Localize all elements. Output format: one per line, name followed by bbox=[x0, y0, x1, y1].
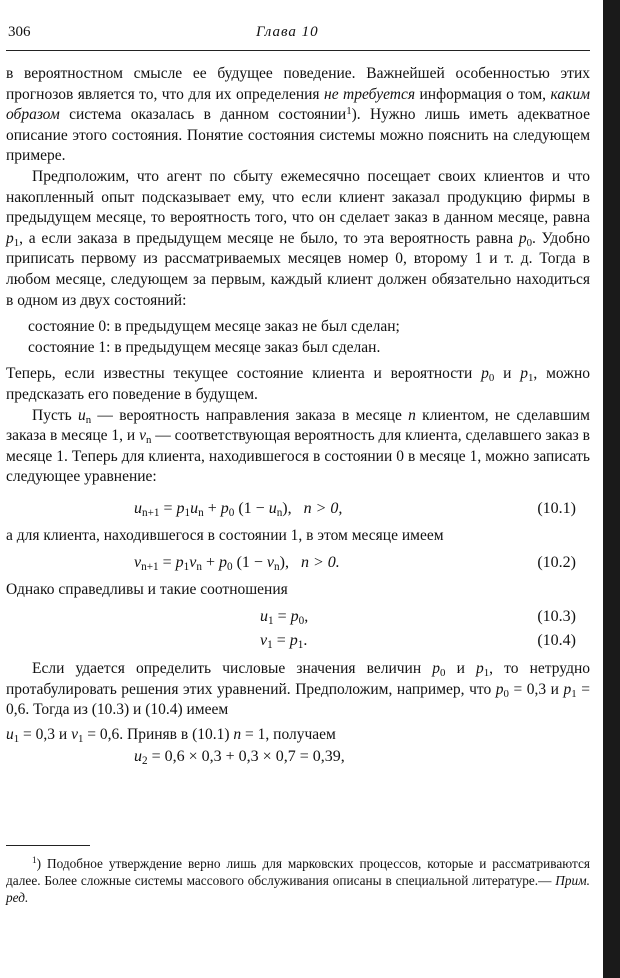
paragraph-5: а для клиента, находившегося в состоянии 1, в этом месяце имеем bbox=[6, 526, 444, 544]
scan-edge-shadow bbox=[603, 0, 620, 978]
paragraph-7: Если удается определить числовые значения величин $p_0$ и $p_1$, то нетрудно протабулировать решения этих уравнений. Предположим, например, что $p_0 = 0,3$ и $p_1 = 0,6$. Тогда из (10.3) и (10.4) имеем bbox=[6, 660, 590, 719]
equation-number: (10.4) bbox=[537, 632, 576, 650]
state-0-line: состояние 0: в предыдущем месяце заказ не был сделан; bbox=[28, 318, 400, 336]
footnote-divider bbox=[6, 845, 90, 846]
equation-number: (10.2) bbox=[537, 554, 576, 572]
chapter-title: Глава 10 bbox=[256, 24, 319, 40]
equation-number: (10.3) bbox=[537, 608, 576, 626]
paragraph-6: Однако справедливы и такие соотношения bbox=[6, 581, 288, 599]
paragraph-1: в вероятностном смысле ее будущее поведение. Важнейшей особенностью этих прогнозов является то, что для их определения не требуется информация о том, каким образом система оказалась в данном состоянии$^1$). Нужно лишь иметь адекватное описание этого состояния. Понятие состояния системы можно пояснить на следующем примере. bbox=[6, 65, 590, 165]
paragraph-3: Теперь, если известны текущее состояние клиента и вероятности $p_0$ и $p_1$, можно предсказать его поведение в будущем. bbox=[6, 365, 591, 403]
equation-u2-calculation: $u_2 = 0,6 \times 0,3 + 0,3 \times 0,7 = 0,39$, bbox=[134, 748, 345, 768]
paragraph-4: Пусть $u_n$ — вероятность направления заказа в месяце n клиентом, не сделавшим заказа в месяце 1, и $v_n$ — соответствующая вероятность для клиента, сделавшего заказ в месяце 1. Теперь для клиента, находившегося в состоянии 0 в месяце 1, можно записать следующее уравнение: bbox=[6, 406, 590, 486]
equation-10-4: $v_1 = p_1$. (10.4) bbox=[6, 629, 590, 653]
state-1-line: состояние 1: в предыдущем месяце заказ был сделан. bbox=[28, 338, 381, 356]
equation-number: (10.1) bbox=[537, 499, 576, 517]
equation-10-1: $u_{n+1} = p_1u_n + p_0$ $(1 - u_n)$, n > 0, (10.1) bbox=[6, 492, 590, 526]
equation-10-2: $v_{n+1} = p_1v_n + p_0$ $(1 - v_n)$, n > 0. (10.2) bbox=[6, 546, 590, 580]
footnote-marker: 1 bbox=[32, 856, 37, 866]
header-divider bbox=[6, 50, 590, 51]
paragraph-2: Предположим, что агент по сбыту ежемесячно посещает своих клиентов и что накопленный опыт подсказывает ему, что если клиент заказал продукцию фирмы в предыдущем месяце, то вероятность того, что он сделает заказ в данном месяце, равна $p_1$, а если заказа в предыдущем месяце не было, то эта вероятность равна $p_0$. Удобно приписать первому из рассматриваемых месяцев номер 0, второму 1 и т. д. Тогда в любом месяце, следующем за первым, каждый клиент должен обязательно находиться в одном из двух состояний: bbox=[6, 167, 590, 309]
running-header bbox=[8, 24, 590, 46]
page-number: 306 bbox=[8, 24, 31, 40]
paragraph-8: $u_1 = 0,3$ и $v_1 = 0,6$. Приняв в (10.1) n = 1, получаем bbox=[6, 725, 336, 745]
footnote: $^1$) Подобное утверждение верно лишь для марковских процессов, которые и рассматриваются далее. Более сложные системы массового обслуживания описаны в специальной литературе.— Прим. ред. bbox=[6, 856, 590, 905]
main-text bbox=[6, 64, 590, 769]
equation-10-3: $u_1 = p_0$, (10.3) bbox=[6, 605, 590, 629]
footnote-reference[interactable]: 1 bbox=[346, 105, 352, 118]
